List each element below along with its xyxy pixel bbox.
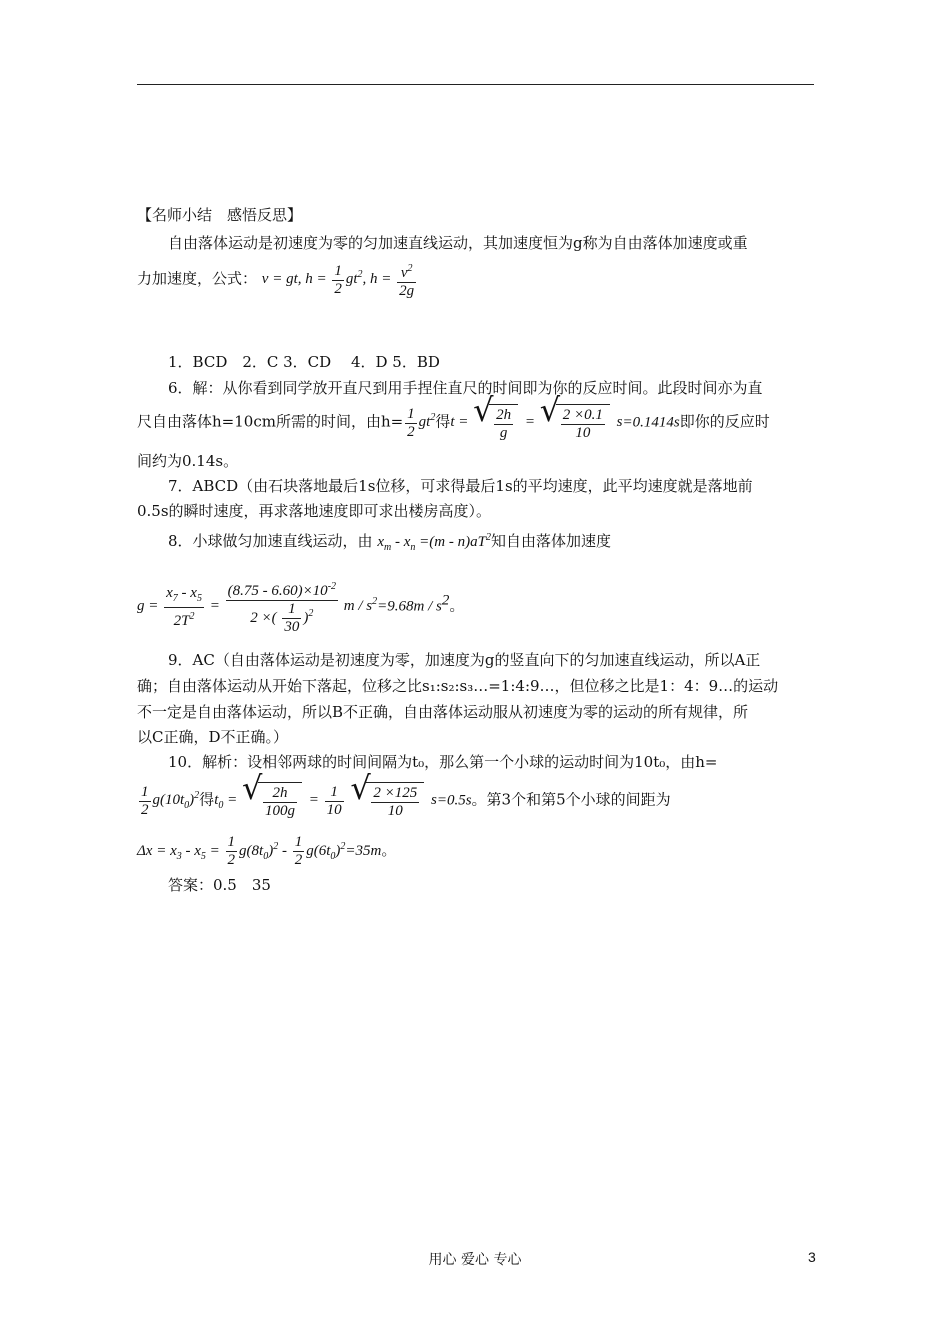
a10-end: 。	[381, 840, 397, 859]
formula-6b: t = √ $\frac{2h}{g}$ = √ $\frac{2 \times 0.1}{10}$ s	[450, 414, 622, 430]
a8-suffix: 知自由落体加速度	[490, 532, 611, 550]
answer-6-line-1: 6．解：从你看到同学放开直尺到用手捏住直尺的时间即为你的反应时间。此段时间亦为直	[168, 379, 763, 397]
formula-6: $\frac{1}{2}$ $gt^2$	[407, 405, 436, 440]
final-answer: 答案：0.5 35	[168, 876, 271, 894]
formula-8: $x_m - x_n =(m - n)aT^2$	[377, 532, 491, 553]
a10-result-2: =35m	[345, 842, 382, 859]
a10-mid: 得	[199, 790, 215, 809]
answer-10-line-3	[137, 834, 817, 869]
a6-result: =0.1414s	[622, 414, 680, 431]
header-rule	[137, 84, 814, 85]
summary-line-2	[137, 260, 817, 300]
answers-1-5: 1．BCD 2．C 3．CD 4．D 5．BD	[168, 353, 440, 371]
formula-10: $\frac{1}{2}$ $g(10t_0)^2$	[141, 783, 200, 818]
answer-7-line-2: 0.5s的瞬时速度，再求落地速度即可求出楼房高度）。	[137, 502, 492, 520]
answer-9-line-3: 不一定是自由落体运动，所以B不正确，自由落体运动服从初速度为零的运动的所有规律，所	[137, 703, 749, 721]
page-footer: 用心 爱心 专心	[428, 1252, 522, 1268]
formula-velocity: v = gt, h = $\frac{1}{2}$ $gt^2$, h = $\frac{v^2}{2g}$	[262, 271, 418, 287]
formula-8-g: g = $\frac{x_7 - x_5}{2T^2}$ = $(8.75 - 6.60)\times 10^{-2}$ 2 ×( $\frac{1}{30}$ )$^2$ m / $s^2$	[137, 598, 377, 614]
a8-result: =9.68m / s	[377, 598, 442, 615]
a8-end: 。	[449, 596, 465, 615]
answer-7-line-1: 7．ABCD（由石块落地最后1s位移，可求得最后1s的平均速度，此平均速度就是落地前	[168, 477, 753, 495]
a8-prefix: 8．小球做匀加速直线运动，由	[168, 532, 373, 550]
a6-suffix: 即你的反应时	[679, 412, 770, 431]
answer-10-line-1: 10．解析：设相邻两球的时间间隔为t₀，那么第一个小球的运动时间为10t₀，由h=	[168, 753, 718, 771]
formula-10b: $t_0$ = √ $\frac{2h}{100g}$ = $\frac{1}{10}$ √ $\frac{2 \times 125}{10}$ s	[214, 792, 437, 808]
a10-result: =0.5s	[436, 792, 472, 809]
a6-mid: 得	[435, 412, 451, 431]
formula-10c: $\Delta x = x_3 - x_5$ = $\frac{1}{2}$ $g(8t_0)^2$ - $\frac{1}{2}$ $g(6t_0)^2$	[137, 834, 346, 868]
a10-suffix: 。第3个和第5个小球的间距为	[471, 790, 671, 809]
answer-8-formula: g = $\frac{x_7 - x_5}{2T^2}$ = $(8.75 - 6.60)\times 10^{-2}$ 2 ×( $\frac{1}{30}$ )$^2$ $m / s^2=9.68m / s^2$。	[137, 578, 817, 636]
summary-prefix: 力加速度，公式：	[137, 269, 258, 288]
summary-line-1: 自由落体运动是初速度为零的匀加速直线运动，其加速度恒为g称为自由落体加速度或重	[168, 234, 748, 252]
answer-6-line-2	[137, 404, 817, 442]
answer-9-line-4: 以C正确，D不正确。）	[137, 728, 289, 746]
page-number: 3	[808, 1249, 816, 1265]
section-title: 【名师小结 感悟反思】	[137, 206, 303, 224]
answer-6-line-3: 间约为0.14s。	[137, 452, 239, 470]
answer-9-line-1: 9．AC（自由落体运动是初速度为零，加速度为g的竖直向下的匀加速直线运动，所以A正	[168, 651, 761, 669]
answer-10-line-2	[137, 782, 817, 820]
a6-prefix: 尺自由落体h=10cm所需的时间，由h=	[137, 412, 404, 431]
answer-9-line-2: 确；自由落体运动从开始下落起，位移之比s₁:s₂:s₃…=1:4:9…，但位移之比是1：4：9…的运动	[137, 677, 779, 695]
answer-8-line-1	[168, 528, 848, 558]
